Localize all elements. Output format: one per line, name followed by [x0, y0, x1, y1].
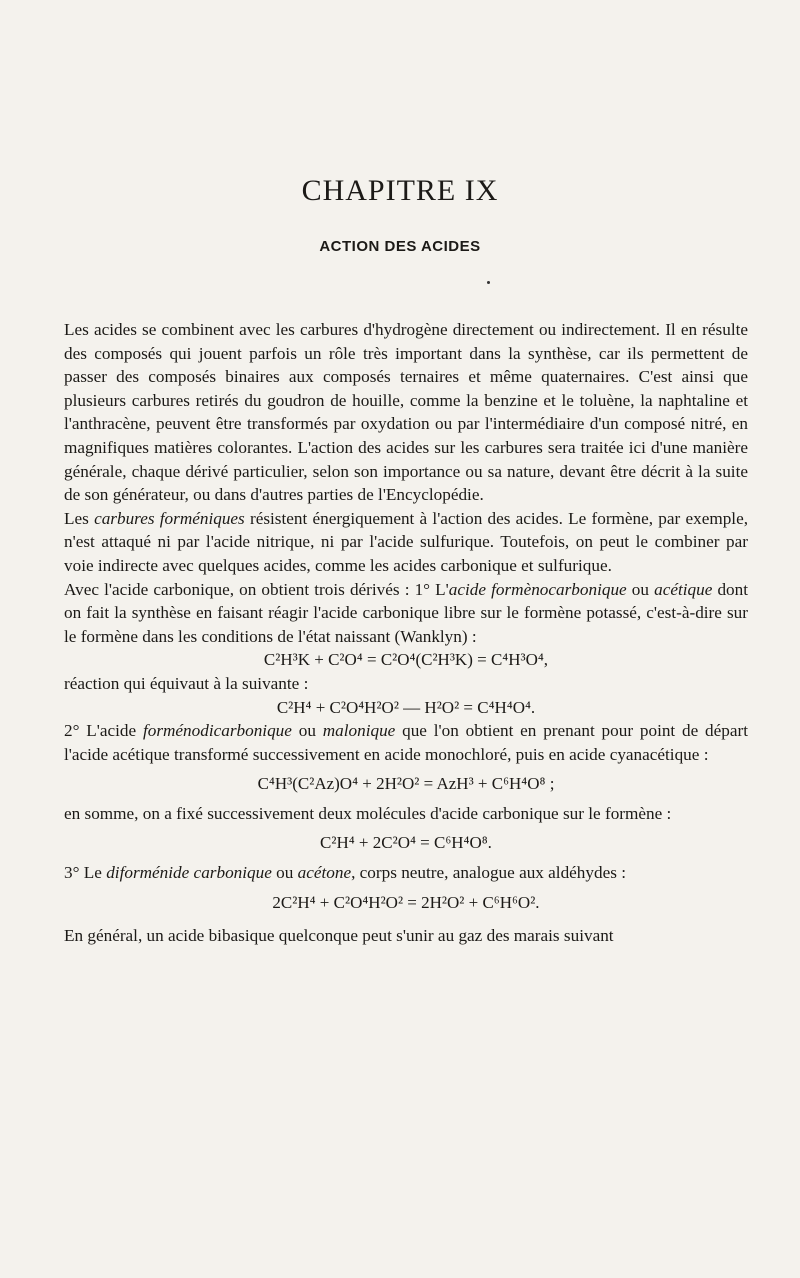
ornament-dot [487, 281, 490, 284]
paragraph-intro: Les acides se combinent avec les carbures d'hydrogène directement ou indirectement. Il en résulte des composés qui jouent parfois un rôle très important dans la synthèse, car ils permettent de passer des composés binaires aux composés ternaires et même quaternaires. C'est ainsi que plusieurs carbures retirés du goudron de houille, comme la benzine et le toluène, la naphtaline et l'anthracène, peuvent être transformés par oxydation ou par l'intermédiaire d'un composé nitré, en magnifiques matières colorantes. L'action des acides sur les carbures sera traitée ici d'une manière générale, chaque dérivé particulier, selon son importance ou sa nature, devant être décrit à la suite de son générateur, ou dans d'autres parties de l'Encyclopédie. [64, 320, 748, 505]
paragraph-forméniques: Les carbures forméniques résistent énergiquement à l'action des acides. Le formène, par exemple, n'est attaqué ni par l'acide nitrique, ni par l'acide sulfurique. Toutefois, on peut le combiner par voie indirecte avec quelques acides, comme les acides carbonique et sulfurique. [64, 508, 748, 575]
paragraph-en-somme: en somme, on a fixé successivement deux molécules d'acide carbonique sur le formène : [64, 803, 672, 823]
equation-2: C²H⁴ + C²O⁴H²O² — H²O² = C⁴H⁴O⁴. [276, 697, 536, 717]
equation-4: C²H⁴ + 2C²O⁴ = C⁶H⁴O⁸. [320, 833, 492, 853]
paragraph-general: En général, un acide bibasique quelconque peut s'unir au gaz des marais suivant [64, 926, 614, 946]
paragraph-reaction: réaction qui équivaut à la suivante : [64, 673, 309, 693]
body-text [64, 318, 748, 948]
equation-3: C⁴H³(C²Az)O⁴ + 2H²O² = AzH³ + C⁶H⁴O⁸ ; [257, 774, 555, 794]
equation-5: 2C²H⁴ + C²O⁴H²O² = 2H²O² + C⁶H⁶O². [272, 892, 540, 912]
section-title: ACTION DES ACIDES [319, 238, 481, 255]
paragraph-malonique: 2° L'acide forménodicarbonique ou malonique que l'on obtient en prenant pour point de départ l'acide acétique transformé successivement en acide monochloré, puis en acide cyanacétique : [64, 721, 749, 764]
chapter-title: CHAPITRE IX [301, 174, 499, 207]
paragraph-acide-carbonique: Avec l'acide carbonique, on obtient trois dérivés : 1° L'acide formènocarbonique ou acétique dont on fait la synthèse en faisant réagir l'acide carbonique libre sur le formène potassé, c'est-à-dire sur le formène dans les conditions de l'état naissant (Wanklyn) : [64, 579, 749, 646]
equation-1: C²H³K + C²O⁴ = C²O⁴(C²H³K) = C⁴H³O⁴, [263, 650, 549, 670]
paragraph-acetone: 3° Le diforménide carbonique ou acétone, corps neutre, analogue aux aldéhydes : [64, 863, 626, 883]
